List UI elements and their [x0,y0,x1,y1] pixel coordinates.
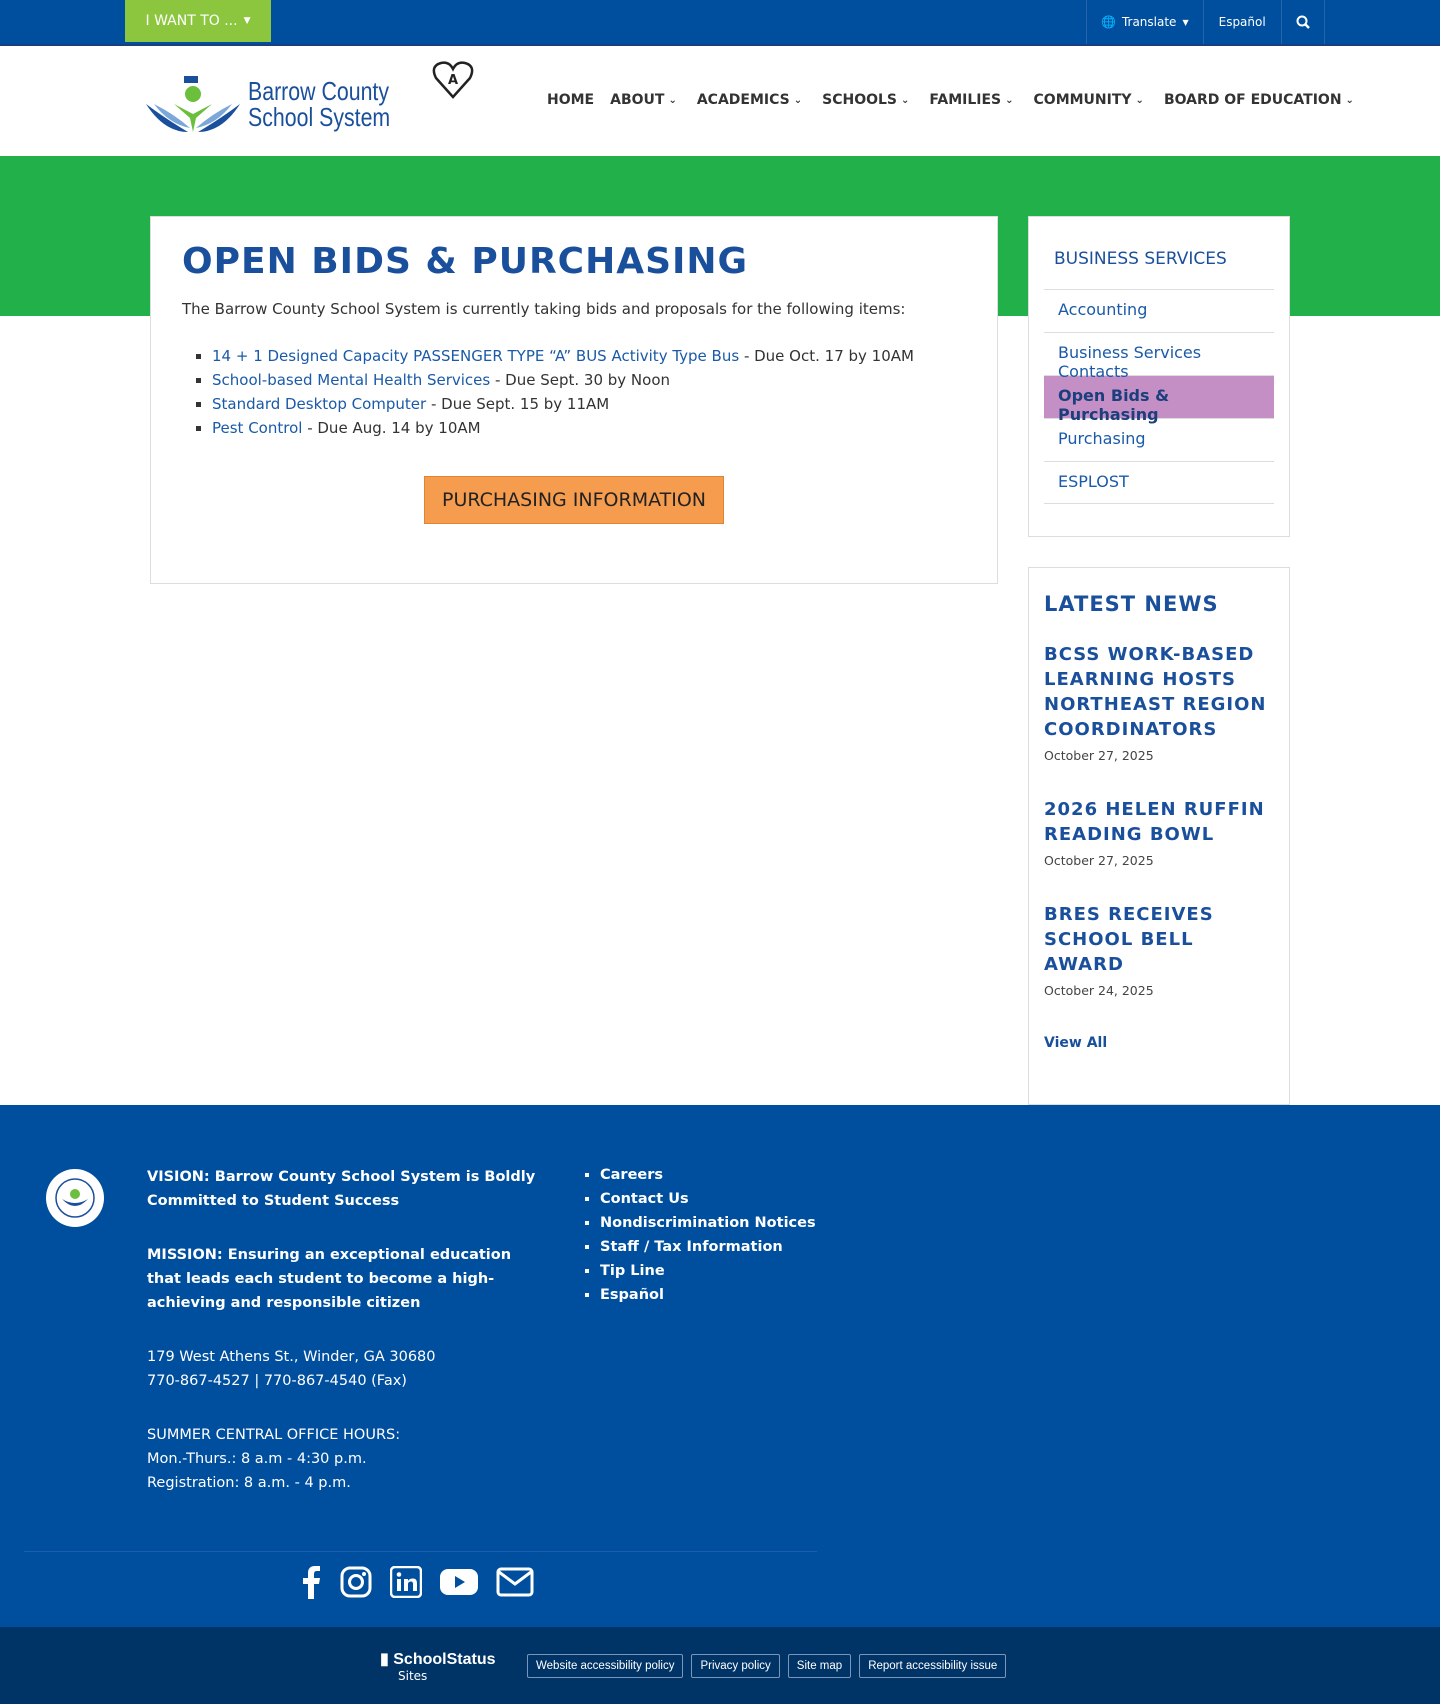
bid-link[interactable]: 14 + 1 Designed Capacity PASSENGER TYPE “A” BUS Activity Type Bus [212,347,740,365]
footer-link-item [600,1235,816,1259]
latest-news [1028,567,1290,1105]
footer-link-nondiscrimination[interactable]: Nondiscrimination Notices [600,1215,816,1231]
main-content [150,216,998,584]
linkedin-icon[interactable] [390,1566,422,1598]
social-links [300,1565,534,1599]
caret-down-icon: ▼ [243,16,251,26]
chevron-down-icon: ⌄ [793,94,803,106]
hours-line: Registration: 8 a.m. - 4 p.m. [147,1475,351,1491]
nav-families[interactable] [929,92,1013,108]
sidebar-item-business-services-contacts[interactable]: Business Services Contacts [1044,332,1274,375]
youtube-icon[interactable] [440,1568,478,1596]
caret-down-icon: ▼ [1182,17,1189,27]
nav-community[interactable] [1034,92,1144,108]
footer-link-item [600,1211,816,1235]
top-bar [0,0,1440,46]
nav-label: FAMILIES [929,92,1002,108]
footer-link-staff-tax[interactable]: Staff / Tax Information [600,1239,783,1255]
news-item-date: October 27, 2025 [1044,748,1154,763]
heart-badge-icon [432,60,474,100]
view-all-news-link[interactable]: View All [1044,1035,1108,1051]
nav-label: SCHOOLS [822,92,898,108]
footer-link-item [600,1163,816,1187]
footer-link-contact[interactable]: Contact Us [600,1191,689,1207]
nav-academics[interactable] [697,92,802,108]
news-item-date: October 27, 2025 [1044,853,1154,868]
footer-links [600,1163,816,1307]
espanol-link[interactable]: Español [1204,0,1282,44]
bid-due: - Due Aug. 14 by 10AM [302,419,481,437]
news-item-title[interactable]: BRES RECEIVES SCHOOL BELL AWARD [1044,904,1214,975]
nav-about[interactable] [610,92,677,108]
instagram-icon[interactable] [340,1566,372,1598]
bid-item [212,392,966,416]
footer-link-tip-line[interactable]: Tip Line [600,1263,665,1279]
hours-line: Mon.-Thurs.: 8 a.m - 4:30 p.m. [147,1451,367,1467]
phone: 770-867-4527 | 770-867-4540 (Fax) [147,1373,407,1389]
bid-due: - Due Sept. 30 by Noon [490,371,671,389]
bid-link[interactable]: Pest Control [212,419,303,437]
sidebar-item-purchasing[interactable]: Purchasing [1044,418,1274,461]
svg-text:A: A [447,73,459,88]
nav-label: ABOUT [610,92,665,108]
news-item-title[interactable]: 2026 HELEN RUFFIN READING BOWL [1044,799,1265,845]
vision-text: VISION: Barrow County School System is Boldly Committed to Student Success [147,1169,536,1209]
privacy-policy-link[interactable]: Privacy policy [691,1654,779,1678]
nav-label: BOARD OF EDUCATION [1163,92,1342,108]
footer-info [147,1165,547,1495]
mission-text: MISSION: Ensuring an exceptional education that leads each student to become a high-achieving and responsible citizen [147,1247,512,1311]
sidebar-item-open-bids[interactable]: Open Bids & Purchasing [1044,375,1274,418]
sidebar-title: BUSINESS SERVICES [1054,249,1227,269]
chevron-down-icon: ⌄ [1135,94,1144,106]
brand-sub: Sites [398,1669,428,1683]
globe-icon: 🌐 [1101,15,1116,29]
sidebar-nav [1028,216,1290,537]
site-footer [0,1105,1440,1627]
report-accessibility-issue-link[interactable]: Report accessibility issue [859,1654,1006,1678]
bid-link[interactable]: School-based Mental Health Services [212,371,491,389]
search-button[interactable] [1282,0,1325,44]
footer-link-espanol[interactable]: Español [600,1287,664,1303]
page-title: OPEN BIDS & PURCHASING [182,241,749,282]
bid-item [212,344,966,368]
footer-divider [24,1551,817,1552]
search-icon [1296,15,1310,29]
logo-line-1: Barrow County [248,76,390,106]
brand-name: SchoolStatus [393,1651,496,1668]
district-seal-icon [44,1167,106,1229]
translate-button[interactable] [1087,0,1204,44]
nav-schools[interactable] [822,92,909,108]
main-nav [547,92,1370,108]
nav-label: COMMUNITY [1033,92,1132,108]
site-header [0,46,1440,156]
i-want-to-dropdown[interactable] [125,0,271,42]
email-icon[interactable] [496,1567,534,1597]
sidebar-item-accounting[interactable]: Accounting [1044,289,1274,332]
footer-link-careers[interactable]: Careers [600,1167,664,1183]
footer-link-item [600,1283,816,1307]
bids-list [212,344,966,440]
logo-mark-icon [144,74,242,134]
nav-home[interactable] [547,92,594,108]
site-map-link[interactable]: Site map [788,1654,851,1678]
nav-label: HOME [547,92,595,108]
chevron-down-icon: ⌄ [901,94,910,106]
hours-title: SUMMER CENTRAL OFFICE HOURS: [147,1427,401,1443]
intro-text: The Barrow County School System is currently taking bids and proposals for the following items: [182,300,906,318]
chevron-down-icon: ⌄ [668,94,677,106]
footer-link-item [600,1187,816,1211]
sidebar-item-esplost[interactable]: ESPLOST [1044,461,1274,504]
schoolstatus-mark-icon: ▮ [380,1651,394,1668]
legal-links [527,1654,1006,1678]
nav-board-of-education[interactable] [1164,92,1354,108]
footer-link-item [600,1259,816,1283]
bottom-bar [0,1627,1440,1704]
chevron-down-icon: ⌄ [1345,94,1354,106]
purchasing-information-button[interactable]: PURCHASING INFORMATION [424,476,724,524]
accessibility-policy-link[interactable]: Website accessibility policy [527,1654,683,1678]
chevron-down-icon: ⌄ [1005,94,1014,106]
site-logo[interactable] [144,74,421,134]
facebook-icon[interactable] [300,1565,322,1599]
nav-label: ACADEMICS [696,92,790,108]
bid-due: - Due Oct. 17 by 10AM [739,347,914,365]
bid-item [212,368,966,392]
news-heading: LATEST NEWS [1044,592,1219,616]
bid-item [212,416,966,440]
translate-label: Translate [1121,15,1177,29]
bid-link[interactable]: Standard Desktop Computer [212,395,427,413]
news-item-title[interactable]: BCSS WORK-BASED LEARNING HOSTS NORTHEAST REGION COORDINATORS [1044,644,1267,740]
schoolstatus-logo[interactable] [380,1649,495,1683]
address: 179 West Athens St., Winder, GA 30680 [147,1349,436,1365]
news-item-date: October 24, 2025 [1044,983,1154,998]
bid-due: - Due Sept. 15 by 11AM [426,395,610,413]
logo-line-2: School System [248,102,391,132]
i-want-label: I WANT TO ... [145,13,238,29]
